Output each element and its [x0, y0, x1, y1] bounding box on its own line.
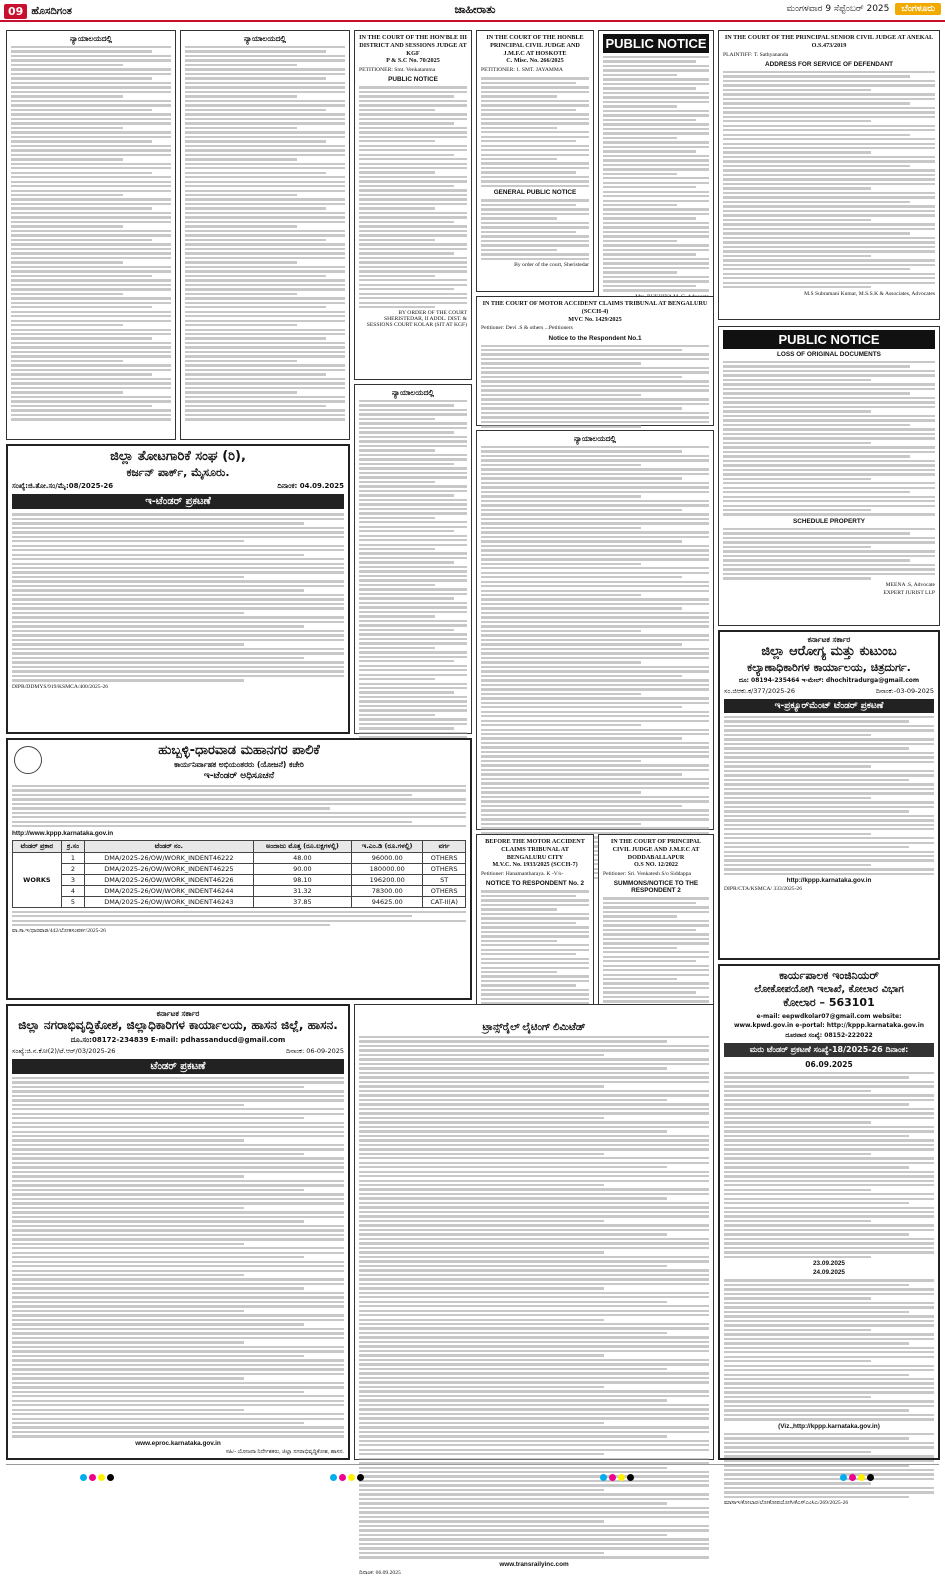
cell-amount: 98.10	[253, 874, 352, 885]
tender-footer-body	[12, 911, 466, 927]
tender-body	[12, 785, 466, 828]
notice-body	[481, 345, 709, 428]
ref-date: ದಿನಾಂಕ:-03-09-2025	[875, 686, 934, 695]
masthead: ಹೊಸದಿಗಂತ	[31, 5, 72, 17]
dipr-footer: ಮಾಸಾಇ/ಕೋಲಾರ/ಲೋಕೋಪಯೋಗಿ/ಕೆಎಸ್‌ಎಂಸಿಎ/269/2025-26	[724, 1500, 849, 1507]
office-name-1: ಜಿಲ್ಲಾ ಆರೋಗ್ಯ ಮತ್ತು ಕುಟುಂಬ	[761, 644, 897, 659]
notice-type: SUMMONS/NOTICE TO THE RESPONDENT 2	[613, 880, 699, 895]
court-notice-anekal	[718, 30, 940, 320]
cell-emd: 196200.00	[352, 874, 423, 885]
court-name: BEFORE THE MOTOR ACCIDENT CLAIMS TRIBUNAL AT BENGALURU CITY	[485, 838, 585, 861]
notice-type: ADDRESS FOR SERVICE OF DEFENDANT	[764, 60, 894, 68]
plaintiff: PLAINTIFF: T. Sathyananda	[723, 51, 789, 58]
gov-label: ಕರ್ನಾಟಕ ಸರ್ಕಾರ	[807, 635, 851, 644]
kannada-court-notice-1	[6, 30, 176, 440]
contact: ದೂ: 08194-235464 ಇ-ಮೇಲ್: dhochitradurga@gmail.com	[738, 677, 920, 685]
notice-body	[359, 86, 467, 308]
office-name: ಕಾರ್ಯನಿರ್ವಾಹಕ ಅಭಿಯಂತರರು (ಯೋಜನೆ) ಕಚೇರಿ	[174, 759, 304, 769]
court-name: IN THE COURT OF MOTOR ACCIDENT CLAIMS TRIBUNAL AT BENGALURU (SCCH-4)	[482, 300, 708, 315]
notice-body	[11, 46, 171, 421]
notice-footer: BY ORDER OF THE COURT SHERISTEDAR, II ADDL. DIST. & SESSIONS COURT KOLAR (SIT AT KGF)	[366, 310, 467, 329]
public-notice	[598, 30, 714, 320]
advocate-name: MEENA .S, Advocate	[885, 581, 935, 588]
cell-no: 3	[61, 874, 84, 885]
cell-no: 4	[61, 885, 84, 896]
kannada-court-notice-3	[476, 430, 714, 830]
case-number: MVC No. 1429/2025	[568, 315, 622, 323]
tender-body	[724, 716, 934, 875]
footer-rule	[6, 1464, 939, 1465]
registration-marks-center-left	[330, 1474, 364, 1481]
office-title-2: ಲೋಕೋಪಯೋಗಿ ಇಲಾಖೆ, ಕೋಲಾರ ವಿಭಾಗ	[754, 984, 904, 996]
court-name: IN THE COURT OF THE HONBLE PRINCIPAL CIVIL JUDGE AND J.M.F.C AT HOSKOTE	[486, 34, 584, 57]
registration-marks-right	[840, 1474, 874, 1481]
portal-url[interactable]: www.eproc.karnataka.gov.in	[135, 1439, 221, 1447]
portal-url[interactable]: (Viz.,http://kppp.karnataka.gov.in)	[778, 1422, 880, 1430]
horticulture-tender	[6, 444, 350, 734]
date-2: 24.09.2025	[813, 1269, 845, 1277]
cell-amount: 37.85	[253, 896, 352, 907]
registration-marks-left	[80, 1474, 114, 1481]
corporation-logo-icon	[14, 746, 42, 774]
col-emd: ಇ.ಎಂ.ಡಿ (ರೂ.ಗಳಲ್ಲಿ)	[352, 840, 423, 852]
dipr-footer: DIPR/CTA/KSMCA/ 333/2025-26	[724, 886, 803, 893]
office-title-3: ಕೋಲಾರ – 563101	[783, 996, 875, 1010]
chitradurga-health-tender	[718, 630, 940, 960]
case-number: M.V.C. No. 1933/2025 (SCCH-7)	[492, 861, 578, 869]
notice-body	[359, 1036, 709, 1559]
col-class: ವರ್ಗ	[423, 840, 466, 852]
cell-tender: DMA/2025-26/OW/WORK_INDENT46222	[85, 852, 253, 863]
tender-banner: ಮರು ಟೆಂಡರ್ ಪ್ರಕಟಣೆ ಸಂಖ್ಯೆ-18/2025-26 ದಿನಾಂಕ:	[724, 1043, 934, 1057]
gov-label: ಕರ್ನಾಟಕ ಸರ್ಕಾರ	[156, 1009, 200, 1018]
notice-footer: By order of the court, Sheristedar	[514, 262, 589, 269]
petitioner: PETITIONER: Smt. Venkatamma	[359, 67, 436, 73]
notice-title: PUBLIC NOTICE	[723, 330, 935, 349]
petitioner: Petitioner: Sri. Venkatesh S/o Siddappa	[603, 871, 691, 877]
page-header	[0, 0, 945, 22]
cell-amount: 31.32	[253, 885, 352, 896]
tender-table	[12, 840, 466, 908]
kannada-court-notice-2	[180, 30, 350, 440]
corporation-name: ಹುಬ್ಬಳ್ಳಿ-ಧಾರವಾಡ ಮಹಾನಗರ ಪಾಲಿಕೆ	[158, 743, 320, 758]
notice-heading: ನ್ಯಾಯಾಲಯದಲ್ಲಿ	[70, 34, 112, 43]
court-notice-hoskote	[476, 30, 594, 292]
petitioner: PETITIONER: 1. SMT. JAYAMMA	[481, 67, 563, 73]
email-line: e-mail: eepwdkolar07@gmail.com website:	[756, 1012, 902, 1020]
tender-banner: ಇ-ಟೆಂಡರ್ ಪ್ರಕಟಣೆ	[12, 494, 344, 509]
registration-marks-center-right	[600, 1474, 634, 1481]
cell-tender: DMA/2025-26/OW/WORK_INDENT46243	[85, 896, 253, 907]
org-address: ಕರ್ಜನ್ ಪಾರ್ಕ್, ಮೈಸೂರು.	[126, 465, 230, 479]
notice-body	[481, 77, 589, 187]
contact-line: ದೂ.ಸಂ:08172-234839 E-mail: pdhassanducd@gmail.com	[70, 1035, 286, 1044]
public-notice-title: PUBLIC NOTICE	[603, 34, 709, 53]
cell-class: OTHERS	[423, 852, 466, 863]
dipr-footer: DIPR/DDMYS/919/KSMCA/400/2025-26	[12, 683, 109, 690]
cell-emd: 78300.00	[352, 885, 423, 896]
cell-amount: 48.00	[253, 852, 352, 863]
tender-body	[12, 513, 344, 681]
office-name: ಜಿಲ್ಲಾ ನಗರಾಭಿವೃದ್ಧಿಕೋಶ, ಜಿಲ್ಲಾಧಿಕಾರಿಗಳ ಕಾರ್ಯಾಲಯ, ಹಾಸನ ಜಿಲ್ಲೆ, ಹಾಸನ.	[18, 1018, 338, 1032]
header-left	[4, 3, 72, 19]
court-name: IN THE COURT OF THE HON'BLE III DISTRICT AND SESSIONS JUDGE AT KGF	[359, 34, 467, 57]
ref-date: ದಿನಾಂಕ: 06-09-2025	[286, 1046, 344, 1055]
cell-class: OTHERS	[423, 885, 466, 896]
cell-tender: DMA/2025-26/OW/WORK_INDENT46226	[85, 874, 253, 885]
table-header-row	[13, 840, 466, 852]
phone-line: ದೂರವಾಣಿ ಸಂಖ್ಯೆ: 08152-222022	[785, 1032, 873, 1040]
ref-row	[12, 1047, 344, 1056]
table-row	[13, 874, 466, 885]
tender-body-3	[724, 1433, 934, 1498]
portal-url[interactable]: http://www.kppp.karnataka.gov.in	[12, 829, 114, 837]
office-name-2: ಕಲ್ಯಾಣಾಧಿಕಾರಿಗಳ ಕಾರ್ಯಾಲಯ, ಚಿತ್ರದುರ್ಗ.	[747, 660, 911, 674]
cell-emd: 96000.00	[352, 852, 423, 863]
hassan-ducd-tender	[6, 1004, 350, 1460]
court-name: IN THE COURT OF PRINCIPAL CIVIL JUDGE AND J.M.F.C AT DODDABALLAPUR	[610, 838, 702, 861]
notice-body-2	[481, 199, 589, 260]
cell-class: CAT-II(A)	[423, 896, 466, 907]
notice-type: NOTICE TO RESPONDENT No. 2	[485, 880, 585, 888]
table-row	[13, 896, 466, 907]
case-number: O.S.473/2019	[811, 41, 847, 49]
case-number: C. Misc. No. 266/2025	[506, 57, 564, 65]
table-row	[13, 852, 466, 863]
notice-body	[481, 446, 709, 879]
category-cell: WORKS	[13, 852, 62, 907]
cell-emd: 180000.00	[352, 863, 423, 874]
court-notice-kgf	[354, 30, 472, 380]
petitioner: Petitioner: Hanamantharaya. K -V/s-	[481, 871, 564, 877]
header-right	[786, 3, 941, 15]
cell-emd: 94625.00	[352, 896, 423, 907]
cell-amount: 90.00	[253, 863, 352, 874]
notice-body	[723, 361, 935, 516]
public-notice-lost-documents	[718, 326, 940, 626]
section-title: ಜಾಹೀರಾತು	[454, 3, 496, 16]
notice-heading: ನ್ಯಾಯಾಲಯದಲ್ಲಿ	[392, 388, 434, 397]
office-title-1: ಕಾರ್ಯಪಾಲಕ ಇಂಜಿನಿಯರ್	[779, 969, 879, 982]
cell-tender: DMA/2025-26/OW/WORK_INDENT46244	[85, 885, 253, 896]
tender-banner: ಇ-ಪ್ರಕ್ಯೂರ್‌ಮೆಂಟ್ ಟೆಂಡರ್ ಪ್ರಕಟಣೆ	[724, 699, 934, 713]
kannada-court-notice-4	[354, 384, 472, 734]
notice-type: PUBLIC NOTICE	[388, 76, 438, 84]
tender-body	[724, 1072, 934, 1258]
page-number: 09	[4, 4, 27, 19]
table-row	[13, 885, 466, 896]
ref-date: ದಿನಾಂಕ: 04.09.2025	[277, 482, 344, 491]
dipr-footer: ವಾ.ಸಾ.ಇ/ಧಾರವಾಡ/442/ಲೋಕಸಂಪರ್ಕ/2025-26	[12, 928, 106, 935]
petitioner: Petitioner: Devi .S & others ...Petitioners	[481, 325, 573, 332]
court-name: IN THE COURT OF THE PRINCIPAL SENIOR CIVIL JUDGE AT ANEKAL	[724, 34, 934, 41]
portal-url[interactable]: http://kppp.karnataka.gov.in	[786, 877, 872, 885]
date-1: 23.09.2025	[813, 1260, 845, 1268]
transrail-notice	[354, 1004, 714, 1576]
cell-no: 1	[61, 852, 84, 863]
ref-number: ಸಂಖ್ಯೆ:ಜಿ.ತೋ.ಸಂ/ಮೈ:08/2025-26	[12, 482, 114, 491]
ref-number: ಸಂ.ಜಿಆಕು.ಕ/377/2025-26	[724, 686, 795, 695]
notice-body	[185, 46, 345, 421]
cell-no: 5	[61, 896, 84, 907]
firm-name: EXPERT JURIST LLP	[883, 589, 935, 596]
cell-no: 2	[61, 863, 84, 874]
notice-heading: ನ್ಯಾಯಾಲಯದಲ್ಲಿ	[574, 434, 616, 443]
court-notice-mact-scch4	[476, 296, 714, 426]
notice-body	[723, 71, 935, 289]
col-tender: ಟೆಂಡರ್ ನಂ.	[85, 840, 253, 852]
schedule-heading: SCHEDULE PROPERTY	[792, 517, 866, 525]
notice-subtitle: LOSS OF ORIGINAL DOCUMENTS	[777, 351, 881, 358]
notice-date: 06.09.2025	[805, 1059, 853, 1069]
hubli-dharwad-tender	[6, 738, 472, 1000]
col-amount: ಅಂದಾಜು ಮೊತ್ತ (ರೂ.ಲಕ್ಷಗಳಲ್ಲಿ)	[253, 840, 352, 852]
tender-banner: ಟೆಂಡರ್ ಪ್ರಕಟಣೆ	[12, 1059, 344, 1074]
tender-notice-title: ಇ-ಟೆಂಡರ್ ಅಧಿಸೂಚನೆ	[203, 770, 275, 781]
advocate-name: M.S Subramani Kumar, M.S.S.K & Associates, Advocates	[804, 290, 935, 297]
signature-block: ಸಹಿ/- ಯೋಜನಾ ನಿರ್ದೇಶಕರು, ಜಿಲ್ಲಾ ನಗರಾಭಿವೃದ್ಧಿಕೋಶ, ಹಾಸನ.	[225, 1448, 344, 1455]
issue-date: ಮಂಗಳವಾರ 9 ಸೆಪ್ಟೆಂಬರ್ 2025	[786, 4, 890, 14]
notice-type: GENERAL PUBLIC NOTICE	[493, 189, 577, 197]
table-row	[13, 863, 466, 874]
company-name: ಟ್ರಾನ್ಸ್‌ರೈಲ್ ಲೈಟಿಂಗ್ ಲಿಮಿಟೆಡ್	[482, 1022, 586, 1033]
web-line[interactable]: www.kpwd.gov.in e-portal: http://kppp.karnataka.gov.in	[733, 1022, 925, 1030]
ref-number: ಸಂಖ್ಯೆ:ಜಿ.ನ.ಕೋ(2)/ಟೆ.ಆರ್/03/2025-26	[12, 1046, 116, 1055]
case-number: P & S.C No. 70/2025	[386, 57, 440, 65]
ref-row	[12, 482, 344, 491]
cell-tender: DMA/2025-26/OW/WORK_INDENT46225	[85, 863, 253, 874]
kolar-pwd-tender	[718, 964, 940, 1507]
case-number: O.S NO. 12/2022	[633, 861, 678, 869]
col-sl: ಕ್ರ.ಸಂ	[61, 840, 84, 852]
org-name: ಜಿಲ್ಲಾ ತೋಟಗಾರಿಕೆ ಸಂಘ (ರಿ),	[110, 449, 246, 464]
company-website[interactable]: www.transrailyinc.com	[499, 1560, 569, 1568]
city-tag: ಬೆಂಗಳೂರು	[895, 3, 941, 15]
cell-class: OTHERS	[423, 863, 466, 874]
ref-row	[724, 687, 934, 696]
cell-class: ST	[423, 874, 466, 885]
notice-body	[603, 56, 709, 292]
col-type: ಟೆಂಡರ್ ಪ್ರಕಾರ	[13, 840, 62, 852]
notice-heading: ನ್ಯಾಯಾಲಯದಲ್ಲಿ	[244, 34, 286, 43]
tender-body-2	[724, 1279, 934, 1420]
notice-date: ದಿನಾಂಕ: 06.09.2025	[359, 1569, 401, 1576]
notice-body	[359, 400, 467, 748]
tender-body	[12, 1077, 344, 1438]
notice-type: Notice to the Respondent No.1	[548, 334, 642, 342]
schedule-body	[723, 528, 935, 580]
